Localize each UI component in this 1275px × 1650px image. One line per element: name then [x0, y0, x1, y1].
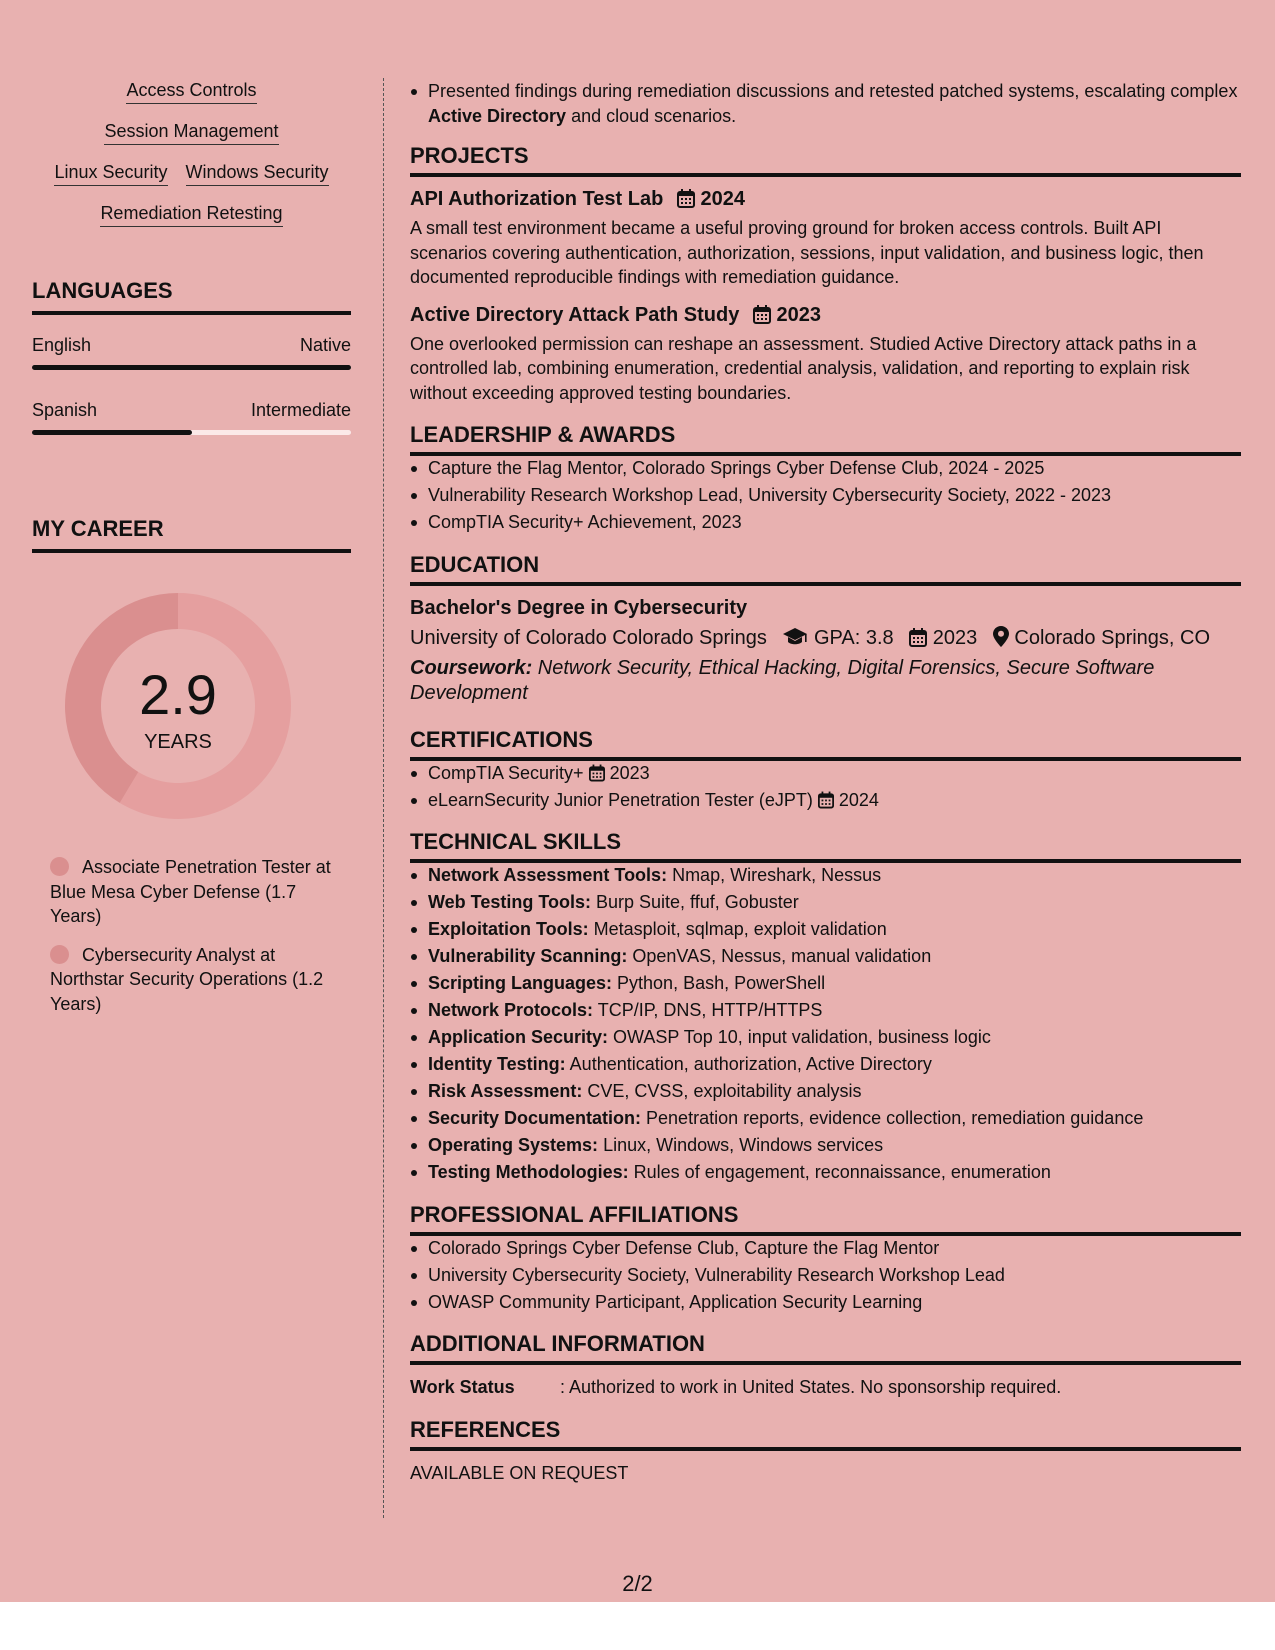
technical-skill-item: [428, 1079, 1241, 1104]
education-school: University of Colorado Colorado Springs: [410, 626, 767, 649]
calendar-icon: [909, 628, 927, 647]
skill-value: Nmap, Wireshark, Nessus: [667, 865, 882, 885]
skill-label: Web Testing Tools:: [428, 892, 591, 912]
languages-heading: LANGUAGES: [32, 277, 351, 315]
bullet-text: and cloud scenarios.: [566, 105, 737, 126]
language-proficiency-bar: [32, 365, 351, 370]
leadership-item: Capture the Flag Mentor, Colorado Springs Cyber Defense Club, 2024 - 2025: [428, 456, 1241, 481]
leadership-heading: LEADERSHIP & AWARDS: [410, 421, 1241, 456]
language-item: [32, 333, 351, 370]
education-location: Colorado Springs, CO: [1014, 626, 1211, 649]
affiliations-heading: PROFESSIONAL AFFILIATIONS: [410, 1201, 1241, 1236]
technical-skill-item: [428, 1106, 1241, 1131]
skill-tags: [32, 78, 351, 227]
additional-info-section: [410, 1330, 1241, 1400]
technical-skill-item: [428, 971, 1241, 996]
skill-value: Metasploit, sqlmap, exploit validation: [588, 919, 887, 939]
skill-label: Risk Assessment:: [428, 1081, 583, 1101]
skill-tag[interactable]: Linux Security: [54, 160, 167, 186]
additional-info-heading: ADDITIONAL INFORMATION: [410, 1330, 1241, 1365]
technical-skill-item: [428, 1052, 1241, 1077]
affiliation-item: University Cybersecurity Society, Vulnerability Research Workshop Lead: [428, 1263, 1241, 1288]
technical-skill-item: [428, 944, 1241, 969]
certification-item: [428, 761, 1241, 786]
technical-skill-item: [428, 1133, 1241, 1158]
work-status-row: [410, 1375, 1241, 1400]
skill-tag[interactable]: Session Management: [104, 119, 278, 145]
page-number: 2/2: [622, 1571, 653, 1596]
education-degree: Bachelor's Degree in Cybersecurity: [410, 596, 748, 619]
skill-tag[interactable]: Remediation Retesting: [100, 201, 282, 227]
certification-year: 2024: [838, 789, 879, 810]
calendar-icon: [818, 791, 834, 809]
career-donut-center: [65, 593, 291, 819]
technical-skill-item: [428, 998, 1241, 1023]
coursework-text: Network Security, Ethical Hacking, Digital Forensics, Secure Software Development: [410, 656, 1155, 704]
career-legend-item: [50, 855, 331, 929]
skill-tag[interactable]: Windows Security: [186, 160, 329, 186]
skill-value: Rules of engagement, reconnaissance, enumeration: [628, 1162, 1051, 1182]
project-description: One overlooked permission can reshape an assessment. Studied Active Directory attack paths in a controlled lab, combining enumeration, credential analysis, validation, and reporting to explain risk without exceeding approved testing boundaries.: [410, 333, 1197, 403]
project-description: A small test environment became a useful proving ground for broken access controls. Built API scenarios covering authentication, authorization, sessions, input validation, and business logic, then documented reproducible findings with remediation guidance.: [410, 218, 1204, 287]
skill-label: Testing Methodologies:: [428, 1162, 629, 1182]
work-status-label: Work Status: [410, 1377, 515, 1397]
calendar-icon: [753, 305, 771, 324]
project-title: Active Directory Attack Path Study: [410, 303, 740, 326]
skill-value: Penetration reports, evidence collection, remediation guidance: [641, 1108, 1144, 1128]
skill-value: Burp Suite, ffuf, Gobuster: [591, 892, 799, 912]
skill-label: Network Protocols:: [428, 1000, 594, 1020]
career-total-years: 2.9: [139, 663, 217, 726]
career-role-label: Cybersecurity Analyst at Northstar Security Operations (1.2 Years): [50, 944, 324, 1014]
skill-label: Identity Testing:: [428, 1054, 566, 1074]
affiliation-item: OWASP Community Participant, Application Security Learning: [428, 1290, 1241, 1315]
technical-skill-item: [428, 917, 1241, 942]
education-heading: EDUCATION: [410, 551, 1241, 586]
project-title: API Authorization Test Lab: [410, 188, 664, 210]
skill-value: Authentication, authorization, Active Directory: [565, 1054, 932, 1074]
skill-value: Python, Bash, PowerShell: [612, 973, 826, 993]
career-donut-chart: [65, 593, 291, 819]
references-text: AVAILABLE ON REQUEST: [410, 1462, 629, 1483]
work-status-value: : Authorized to work in United States. No sponsorship required.: [560, 1377, 1062, 1397]
education-year: 2023: [932, 626, 978, 649]
technical-skill-item: [428, 1025, 1241, 1050]
graduation-cap-icon: [782, 627, 808, 647]
certification-name: CompTIA Security+: [428, 762, 584, 783]
technical-skills-list: [410, 863, 1241, 1185]
certification-item: [428, 788, 1241, 813]
location-pin-icon: [993, 626, 1009, 647]
bullet-text: Presented findings during remediation discussions and retested patched systems, escalating complex: [428, 81, 1238, 101]
coursework-label: Coursework:: [410, 656, 533, 679]
legend-dot-icon: [50, 857, 69, 876]
language-name: Spanish: [32, 400, 98, 420]
references-heading: REFERENCES: [410, 1416, 1241, 1451]
project-title-row: [410, 186, 1241, 212]
skill-label: Network Assessment Tools:: [428, 865, 668, 885]
language-name: English: [32, 335, 92, 355]
certifications-list: [410, 761, 1241, 813]
leadership-list: [410, 456, 1241, 535]
career-role-label: Associate Penetration Tester at Blue Mesa Cyber Defense (1.7 Years): [50, 857, 331, 926]
affiliations-section: [410, 1201, 1241, 1315]
project-year-text: 2023: [776, 303, 821, 326]
skill-label: Application Security:: [428, 1027, 609, 1047]
skill-value: Linux, Windows, Windows services: [598, 1135, 884, 1155]
leadership-item: CompTIA Security+ Achievement, 2023: [428, 510, 1241, 535]
skill-value: TCP/IP, DNS, HTTP/HTTPS: [593, 1000, 823, 1020]
projects-heading: PROJECTS: [410, 142, 1241, 177]
technical-skill-item: [428, 890, 1241, 915]
skill-tag[interactable]: Access Controls: [126, 78, 256, 104]
career-heading: MY CAREER: [32, 515, 351, 553]
education-gpa: GPA: 3.8: [813, 626, 894, 649]
right-column: [410, 79, 1241, 1485]
leadership-section: [410, 421, 1241, 535]
education-coursework: [410, 656, 1241, 706]
certifications-heading: CERTIFICATIONS: [410, 726, 1241, 761]
skill-value: OWASP Top 10, input validation, business logic: [608, 1027, 991, 1047]
skill-label: Exploitation Tools:: [428, 919, 589, 939]
career-legend-item: [50, 943, 331, 1017]
technical-skills-heading: TECHNICAL SKILLS: [410, 828, 1241, 863]
project-year-text: 2024: [700, 188, 745, 210]
technical-skills-section: [410, 828, 1241, 1185]
language-proficiency-bar: [32, 430, 351, 435]
skill-label: Security Documentation:: [428, 1108, 642, 1128]
career-total-unit: YEARS: [144, 731, 212, 753]
technical-skill-item: [428, 1160, 1241, 1185]
calendar-icon: [677, 189, 695, 208]
left-column: [32, 78, 351, 1030]
project-title-row: [410, 302, 1241, 328]
certifications-section: [410, 726, 1241, 813]
calendar-icon: [589, 764, 605, 782]
legend-dot-icon: [50, 945, 69, 964]
skill-label: Vulnerability Scanning:: [428, 946, 628, 966]
experience-bullet: [428, 79, 1241, 128]
affiliations-list: [410, 1236, 1241, 1315]
projects-section: [410, 142, 1241, 405]
affiliation-item: Colorado Springs Cyber Defense Club, Capture the Flag Mentor: [428, 1236, 1241, 1261]
skill-label: Operating Systems:: [428, 1135, 599, 1155]
language-level: Native: [299, 335, 351, 355]
career-legend: [32, 855, 351, 1016]
project-year: [753, 304, 821, 326]
education-details: [410, 624, 1241, 652]
project-year: [677, 188, 745, 210]
education-section: [410, 551, 1241, 706]
certification-name: eLearnSecurity Junior Penetration Tester (eJPT): [428, 789, 813, 810]
language-item: [32, 398, 351, 435]
language-proficiency-fill: [32, 365, 351, 370]
skill-value: CVE, CVSS, exploitability analysis: [582, 1081, 862, 1101]
technical-skill-item: [428, 863, 1241, 888]
column-divider: [383, 78, 384, 1518]
skill-value: OpenVAS, Nessus, manual validation: [627, 946, 932, 966]
references-section: [410, 1416, 1241, 1486]
leadership-item: Vulnerability Research Workshop Lead, University Cybersecurity Society, 2022 - 2023: [428, 483, 1241, 508]
skill-label: Scripting Languages:: [428, 973, 613, 993]
language-proficiency-fill: [32, 430, 192, 435]
bullet-bold-text: Active Directory: [428, 105, 567, 126]
certification-year: 2023: [609, 762, 650, 783]
experience-bullets: [410, 79, 1241, 128]
language-level: Intermediate: [250, 400, 351, 420]
